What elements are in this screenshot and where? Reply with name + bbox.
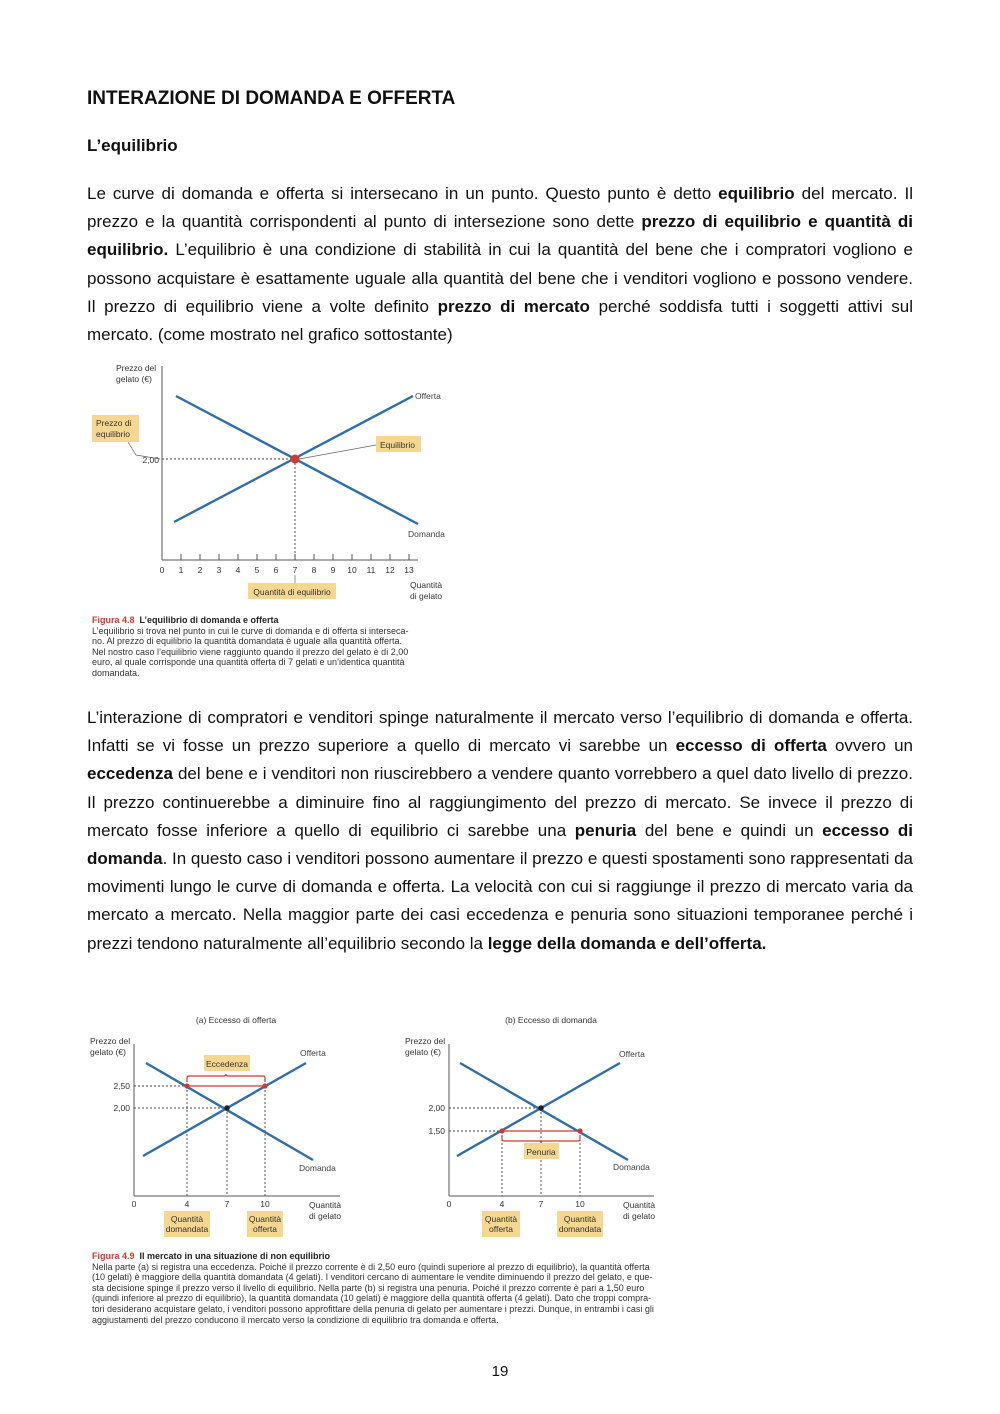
panel-b-box-right-2: domandata	[558, 1224, 602, 1234]
price-box-line-2: equilibrio	[96, 429, 131, 439]
x-tick-label: 2	[197, 565, 203, 575]
caption-line: no. Al prezzo di equilibrio la quantità domandata è uguale alla quantità offerta.	[92, 636, 403, 647]
x-axis-label-1: Quantità	[410, 580, 443, 590]
quantity-box-label: Quantità di equilibrio	[253, 587, 331, 597]
x-tick-label: 9	[330, 565, 336, 575]
panel-a-tick-x-3: 10	[260, 1199, 270, 1209]
panel-a-equilibrium-point	[224, 1105, 230, 1111]
caption-line: L’equilibrio si trova nel punto in cui le curve di domanda e di offerta si interseca-	[92, 625, 409, 636]
panel-b-x-label-2: di gelato	[623, 1211, 656, 1221]
panel-a-tick-x-2: 7	[224, 1199, 230, 1209]
panel-a-tick-x-1: 4	[184, 1199, 190, 1209]
panel-a-y-label-2: gelato (€)	[90, 1047, 126, 1057]
x-tick-label: 4	[235, 565, 241, 575]
panel-b-box-right-1: Quantità	[563, 1214, 597, 1224]
text-run: ovvero un	[826, 736, 913, 756]
price-box-line-1: Prezzo di	[96, 418, 132, 428]
figure-4-9-chart	[88, 1010, 668, 1250]
panel-a-tick-y-0: 2,50	[113, 1081, 130, 1091]
subsection-heading: L’equilibrio	[87, 136, 178, 155]
caption-line: (10 gelati) è maggiore della quantità domandata (4 gelati). I venditori cercano di aumentare le vendite diminuendo il prezzo del gelato, e que-	[92, 1272, 653, 1283]
figure-4-8-chart	[88, 362, 458, 612]
panel-a-x-label-1: Quantità	[309, 1200, 342, 1210]
x-tick-label: 8	[311, 565, 317, 575]
panel-b-x-label-1: Quantità	[623, 1200, 656, 1210]
caption-line: tori desiderano acquistare gelato, i venditori possono approfittare della penuria di gelato per aumentare i prezzi. Dunque, in entrambi i casi gli	[92, 1303, 654, 1314]
panel-a-x-label-2: di gelato	[309, 1211, 342, 1221]
text-run: L’interazione di compratori e venditori spinge naturalmente il mercato verso l’equilibrio di domanda e offerta. Infatti se vi fosse un prezzo superiore a quello di mercato vi sarebbe un	[87, 708, 913, 756]
x-tick-label: 6	[273, 565, 279, 575]
panel-b-y-label-2: gelato (€)	[405, 1047, 441, 1057]
panel-b-demand-label: Domanda	[613, 1162, 650, 1172]
panel-a-demand-label: Domanda	[299, 1163, 336, 1173]
panel-b-tick-y-0: 2,00	[428, 1103, 445, 1113]
y-axis-label-1: Prezzo del	[116, 363, 157, 373]
panel-a-title: (a) Eccesso di offerta	[195, 1015, 277, 1025]
caption-line: Nel nostro caso l’equilibrio viene raggiunto quando il prezzo del gelato è di 2,00	[92, 646, 409, 657]
text-run: Le curve di domanda e offerta si intersecano in un punto. Questo punto è detto	[87, 184, 719, 203]
caption-line: Nella parte (a) si registra una eccedenza. Poiché il prezzo corrente è di 2,50 euro (quindi superiore al prezzo di equilibrio), la quantità offerta	[92, 1261, 650, 1272]
x-tick-label: 12	[385, 565, 395, 575]
panel-a-tick-y-1: 2,00	[113, 1103, 130, 1113]
caption-number: Figura 4.9	[92, 1251, 135, 1261]
panel-b-box-left-1: Quantità	[484, 1214, 518, 1224]
text-run: . In questo caso i venditori possono aumentare il prezzo e questi spostamenti sono rappresentati da movimenti lungo le curve di domanda e offerta. La velocità con cui si raggiunge il prezzo di mercato varia da mercato a mercato. Nella maggior parte dei casi eccedenza e penuria sono situazioni temporanee perché i prezzi tendono naturalmente all’equilibrio secondo la	[87, 849, 913, 953]
x-tick-label: 13	[404, 565, 414, 575]
figure-4-9-caption	[92, 1251, 672, 1325]
panel-a-box-left-1: Quantità	[170, 1214, 204, 1224]
panel-b-y-label-1: Prezzo del	[405, 1036, 446, 1046]
x-tick-label: 7	[292, 565, 298, 575]
text-run: L’equilibrio è una condizione di stabilità in cui la quantità del bene che i compratori vogliono e possono acquistare è esattamente uguale alla quantità del bene che i venditori vogliono e possono vendere. Il prezzo di equilibrio viene a volte definito	[87, 240, 913, 316]
eccedenza-label: Eccedenza	[205, 1059, 249, 1069]
panel-b-box-left-2: offerta	[489, 1224, 513, 1234]
panel-a-box-left-2: domandata	[165, 1224, 209, 1234]
bold-term: eccesso di domanda	[87, 820, 913, 869]
x-axis-label-2: di gelato	[410, 591, 443, 601]
bold-term: eccesso di offerta	[675, 736, 827, 756]
bold-term: penuria	[574, 820, 637, 840]
panel-b-tick-x-1: 4	[499, 1199, 505, 1209]
caption-line: (quindi inferiore al prezzo di equilibrio), la quantità domandata (10 gelati) è maggiore della quantità offerta (4 gelati). Dato che troppi compra-	[92, 1293, 652, 1304]
bold-term: equilibrio	[718, 184, 795, 203]
text-run: del bene e quindi un	[636, 820, 823, 840]
paragraph-interaction	[87, 704, 913, 958]
panel-a-demand-curve	[146, 1063, 313, 1160]
panel-b-tick-x-0: 0	[446, 1199, 452, 1209]
y-axis-label-2: gelato (€)	[116, 374, 152, 384]
price-tick: 2,00	[142, 455, 159, 465]
equilibrium-label: Equilibrio	[380, 440, 415, 450]
bold-term: legge della domanda e dell’offerta.	[487, 933, 767, 953]
bold-term: prezzo di mercato	[437, 296, 590, 316]
panel-a-box-right-2: offerta	[253, 1224, 277, 1234]
panel-b-supply-label: Offerta	[619, 1049, 645, 1059]
bold-term: prezzo di equilibrio e quantità di equilibrio.	[87, 212, 913, 260]
text-run: del mercato. Il prezzo e la quantità corrispondenti al punto di intersezione sono dette	[87, 184, 913, 232]
caption-body	[92, 1262, 672, 1326]
x-tick-label: 11	[366, 565, 376, 575]
equilibrium-point	[291, 455, 300, 464]
supply-label: Offerta	[415, 391, 441, 401]
demand-label: Domanda	[408, 529, 445, 539]
panel-b-equilibrium-point	[538, 1105, 544, 1111]
section-heading: INTERAZIONE DI DOMANDA E OFFERTA	[87, 88, 456, 109]
x-tick-label: 0	[159, 565, 165, 575]
caption-line: euro, al quale corrisponde una quantità offerta di 7 gelati e un’identica quantità	[92, 657, 405, 668]
x-tick-label: 1	[178, 565, 184, 575]
caption-body	[92, 626, 452, 679]
caption-line: sta decisione spinge il prezzo verso il livello di equilibrio. Nella parte (b) si registra una penuria. Poiché il prezzo corrente è pari a 1,50 euro	[92, 1282, 645, 1293]
text-run: del bene e i venditori non riuscirebbero a vendere quanto vorrebbero a quel dato livello di prezzo. Il prezzo continuerebbe a diminuire fino al raggiungimento del prezzo di mercato. Se invece il prezzo di mercato fosse inferiore a quello di equilibrio ci sarebbe una	[87, 764, 913, 840]
caption-title: L’equilibrio di domanda e offerta	[139, 615, 279, 625]
panel-a-y-label-1: Prezzo del	[90, 1036, 131, 1046]
x-tick-label: 10	[347, 565, 357, 575]
caption-number: Figura 4.8	[92, 615, 135, 625]
panel-b-tick-y-1: 1,50	[428, 1126, 445, 1136]
text-run: perché soddisfa tutti i soggetti attivi sul mercato. (come mostrato nel grafico sottostante)	[87, 296, 914, 345]
penuria-label: Penuria	[526, 1147, 556, 1157]
paragraph-equilibrium	[87, 180, 913, 349]
panel-b-tick-x-3: 10	[575, 1199, 585, 1209]
panel-b-title: (b) Eccesso di domanda	[505, 1015, 597, 1025]
panel-b-tick-x-2: 7	[538, 1199, 544, 1209]
caption-line: aggiustamenti del prezzo conducono il mercato verso la condizione di equilibrio tra domanda e offerta.	[92, 1314, 499, 1325]
caption-line: domandata.	[92, 667, 140, 678]
caption-title: Il mercato in una situazione di non equilibrio	[139, 1251, 331, 1261]
page-number: 19	[491, 1363, 509, 1380]
panel-a-tick-x-0: 0	[131, 1199, 137, 1209]
bold-term: eccedenza	[87, 764, 173, 784]
figure-4-8-caption	[92, 615, 452, 679]
panel-a-supply-label: Offerta	[300, 1048, 326, 1058]
panel-a-box-right-1: Quantità	[248, 1214, 282, 1224]
x-tick-label: 3	[216, 565, 222, 575]
x-tick-label: 5	[254, 565, 260, 575]
